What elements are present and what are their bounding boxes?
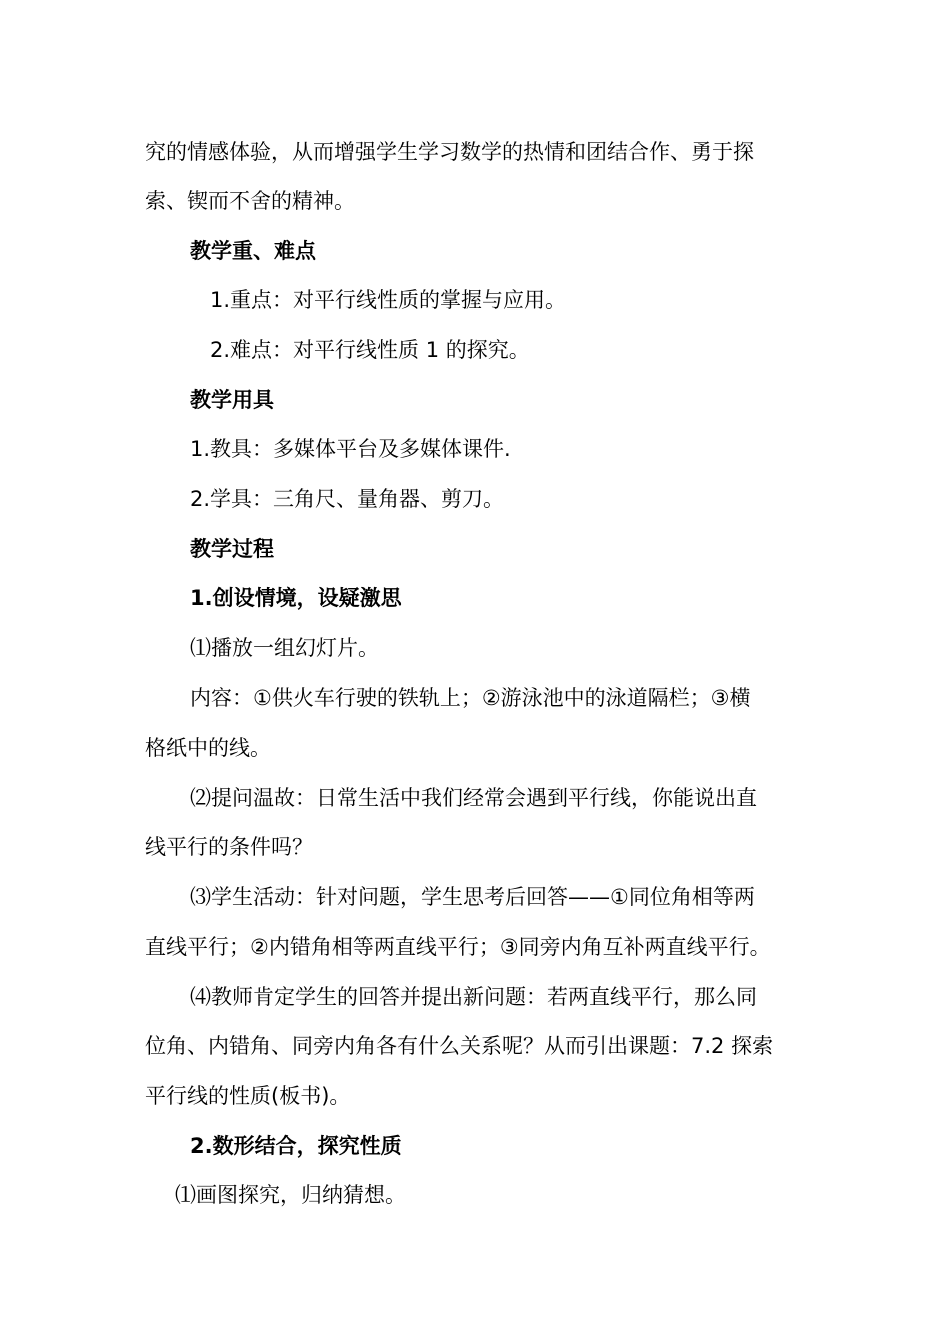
paragraph-line: ⑵提问温故：日常生活中我们经常会遇到平行线，你能说出直 bbox=[190, 786, 757, 810]
paragraph-line: 直线平行；②内错角相等两直线平行；③同旁内角互补两直线平行。 bbox=[145, 935, 771, 959]
list-item-difficult-point: 2.难点：对平行线性质 1 的探究。 bbox=[210, 338, 530, 362]
paragraph-line: ⑶学生活动：针对问题，学生思考后回答——①同位角相等两 bbox=[190, 885, 755, 909]
paragraph-line: ⑴画图探究，归纳猜想。 bbox=[175, 1183, 406, 1207]
section-heading-tools: 教学用具 bbox=[190, 388, 274, 412]
paragraph-line: 索、锲而不舍的精神。 bbox=[145, 189, 355, 213]
paragraph-line: 平行线的性质(板书)。 bbox=[145, 1084, 351, 1108]
paragraph-line: 内容：①供火车行驶的铁轨上；②游泳池中的泳道隔栏；③横 bbox=[190, 686, 751, 710]
section-heading-process: 教学过程 bbox=[190, 537, 274, 561]
section-heading-key-points: 教学重、难点 bbox=[190, 239, 316, 263]
paragraph-line: 线平行的条件吗？ bbox=[145, 835, 313, 859]
subsection-heading-2: 2.数形结合，探究性质 bbox=[190, 1134, 402, 1158]
paragraph-line: 究的情感体验，从而增强学生学习数学的热情和团结合作、勇于探 bbox=[145, 140, 754, 164]
paragraph-line: 格纸中的线。 bbox=[145, 736, 271, 760]
paragraph-line: ⑷教师肯定学生的回答并提出新问题：若两直线平行，那么同 bbox=[190, 985, 757, 1009]
list-item-student-tools: 2.学具：三角尺、量角器、剪刀。 bbox=[190, 487, 505, 511]
list-item-teacher-tools: 1.教具：多媒体平台及多媒体课件. bbox=[190, 437, 511, 461]
list-item-key-point: 1.重点：对平行线性质的掌握与应用。 bbox=[210, 288, 567, 312]
subsection-heading-1: 1.创设情境，设疑激思 bbox=[190, 586, 402, 610]
paragraph-line: ⑴播放一组幻灯片。 bbox=[190, 636, 379, 660]
paragraph-line: 位角、内错角、同旁内角各有什么关系呢？从而引出课题：7.2 探索 bbox=[145, 1034, 774, 1058]
